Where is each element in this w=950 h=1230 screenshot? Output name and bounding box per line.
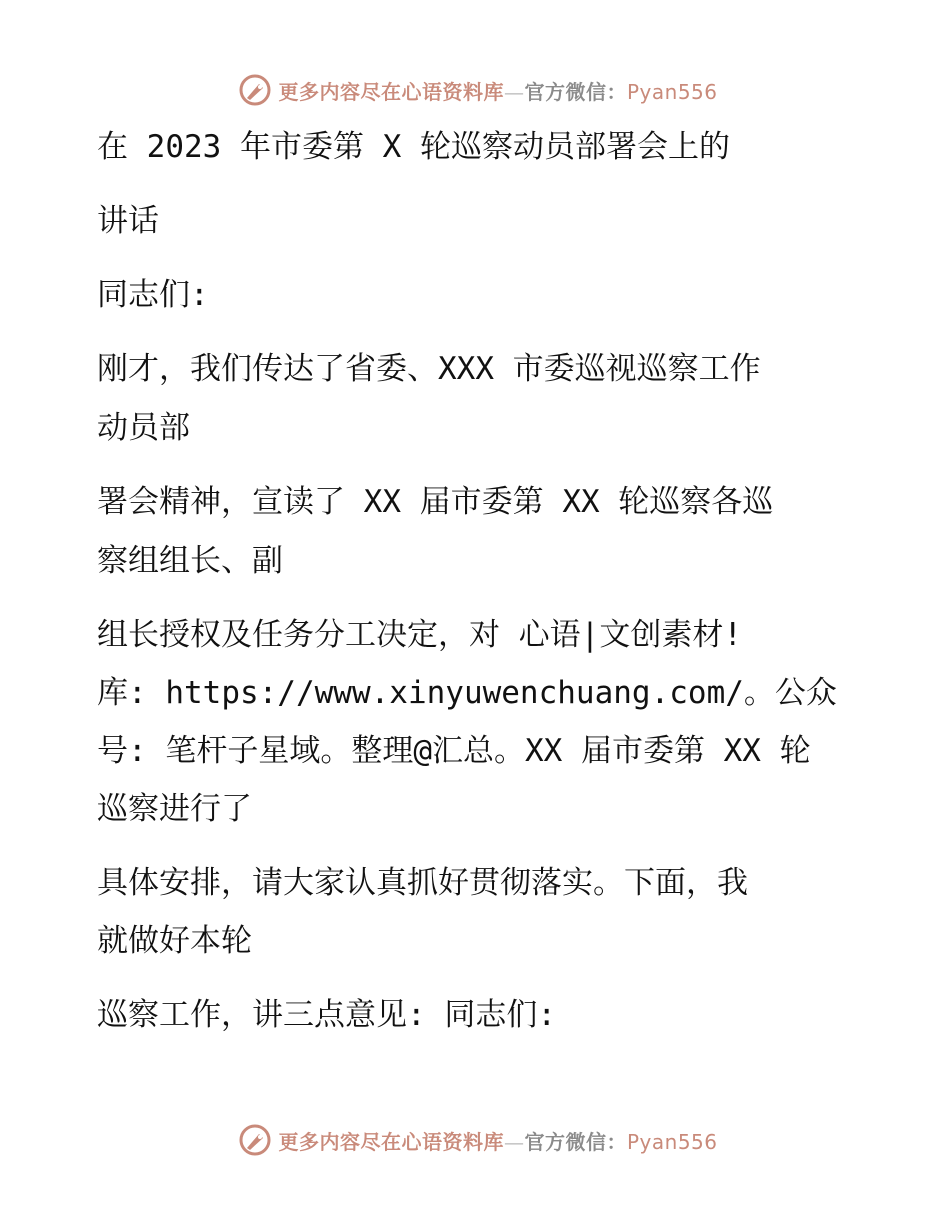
paragraph-line: 库: https://www.xinyuwenchuang.com/。公众 (97, 675, 837, 711)
footer-banner-wechat-id: Pyan556 (626, 1129, 718, 1154)
pen-nib-logo-icon (238, 73, 272, 107)
salutation: 同志们: (97, 277, 209, 313)
paragraph-line: 具体安排，请大家认真抓好贯彻落实。下面，我 (97, 865, 748, 901)
footer-banner-text (278, 1126, 717, 1155)
header-banner-content (238, 73, 717, 107)
paragraph-line: 巡察进行了 (97, 791, 252, 827)
paragraph-line: 巡察工作，讲三点意见: 同志们: (97, 997, 556, 1033)
paragraph-line: 就做好本轮 (97, 923, 252, 959)
paragraph-line: 组长授权及任务分工决定，对 心语|文创素材! (97, 617, 742, 653)
paragraph-line: 号: 笔杆子星域。整理@汇总。XX 届市委第 XX 轮 (97, 733, 811, 769)
paragraph-line: 刚才，我们传达了省委、XXX 市委巡视巡察工作 (97, 351, 761, 387)
pen-nib-logo-icon (238, 1123, 272, 1157)
paragraph-line: 察组组长、副 (97, 543, 283, 579)
header-banner (0, 70, 950, 110)
title-line-1: 在 2023 年市委第 X 轮巡察动员部署会上的 (97, 129, 730, 165)
footer-banner-slogan: 更多内容尽在心语资料库 (278, 1129, 504, 1154)
header-banner-dash: — (503, 79, 525, 104)
paragraph-line: 署会精神，宣读了 XX 届市委第 XX 轮巡察各巡 (97, 484, 774, 520)
header-banner-wechat-label: 官方微信： (524, 79, 627, 104)
title-line-2: 讲话 (97, 203, 159, 239)
header-banner-wechat-id: Pyan556 (626, 79, 718, 104)
footer-banner-dash: — (503, 1129, 525, 1154)
footer-banner (0, 1120, 950, 1160)
header-banner-slogan: 更多内容尽在心语资料库 (278, 79, 504, 104)
footer-banner-content (238, 1123, 717, 1157)
footer-banner-wechat-label: 官方微信： (524, 1129, 627, 1154)
paragraph-line: 动员部 (97, 410, 190, 446)
header-banner-text (278, 76, 717, 105)
